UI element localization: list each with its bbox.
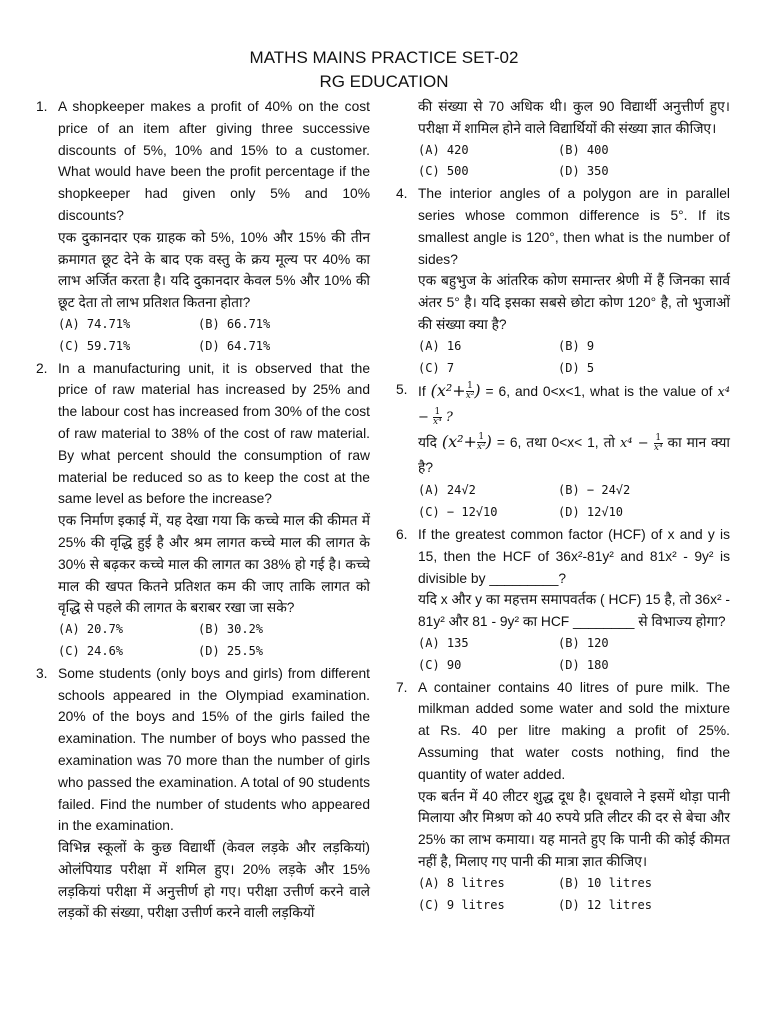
option-b: (B) 30.2% bbox=[198, 622, 264, 637]
formula-target: x⁴ − $\frac{1}{\text{x⁴}}$ ? bbox=[418, 385, 730, 428]
option-b: (B) 10 litres bbox=[558, 875, 652, 890]
option-c: (C) 59.71% bbox=[58, 338, 131, 353]
en-prefix: If bbox=[418, 384, 431, 400]
question-text-english: If the greatest common factor (HCF) of x and y is 15, then the HCF of 36x²-81y² and 81x² - 9y² is divisible by _________? bbox=[418, 526, 730, 586]
options bbox=[418, 140, 730, 184]
option-a: (A) 420 bbox=[418, 142, 469, 157]
option-a: (A) 135 bbox=[418, 635, 469, 650]
option-a: (A) 16 bbox=[418, 338, 462, 353]
option-a: (A) 8 litres bbox=[418, 875, 505, 890]
question-text-hindi bbox=[418, 430, 730, 480]
formula-target: x⁴ − $\frac{1}{\text{x⁴}}$ bbox=[619, 433, 663, 454]
option-b: (B) 66.71% bbox=[198, 316, 271, 331]
question-7 bbox=[396, 677, 730, 917]
question-text-hindi: एक बर्तन में 40 लीटर शुद्ध दूध है। दूधवाले ने इसमें थोड़ा पानी मिलाया और मिश्रण को 40 रुपये प्रति लीटर की दर से बेचा और 25% का लाभ कमाया। यह मानते हुए कि पानी की कोई कीमत नहीं है, मिलाए गए पानी की मात्रा ज्ञात कीजिए। bbox=[418, 788, 730, 869]
question-number: 6. bbox=[396, 526, 408, 542]
formula-paren-expression: (x²+ $\frac{1}{\text{x²}}$ ) bbox=[430, 381, 481, 402]
option-c: (C) − 12√10 bbox=[418, 505, 498, 520]
question-5 bbox=[396, 379, 730, 524]
question-4 bbox=[396, 183, 730, 379]
option-d: (D) 12√10 bbox=[558, 505, 624, 520]
question-text-english: A container contains 40 litres of pure milk. The milkman added some water and sold the mixture at Rs. 40 per litre making a profit of 25%. Assuming that water costs nothing, find the quantity of water added. bbox=[418, 679, 730, 782]
question-2 bbox=[36, 358, 370, 663]
option-c: (C) 90 bbox=[418, 657, 462, 672]
question-1 bbox=[36, 96, 370, 358]
question-3 bbox=[36, 663, 370, 925]
options bbox=[418, 480, 730, 524]
option-d: (D) 350 bbox=[558, 164, 609, 179]
option-b: (B) − 24√2 bbox=[558, 483, 631, 498]
hi-condition: = 6, तथा 0<x< 1, तो bbox=[491, 435, 620, 451]
right-column bbox=[396, 96, 730, 916]
option-b: (B) 120 bbox=[558, 635, 609, 650]
question-number: 4. bbox=[396, 186, 408, 202]
question-text-hindi: विभिन्न स्कूलों के कुछ विद्यार्थी (केवल लड़के और लड़कियां) ओलंपियाड परीक्षा में शमिल हुए। 20% लड़के और 15% लड़कियां परीक्षा में अनुत्तीर्ण हो गए। परीक्षा उत्तीर्ण करने वाले लड़कों की संख्या, परीक्षा उत्तीर्ण करने वाली लड़कियों bbox=[58, 840, 370, 921]
question-number: 1. bbox=[36, 99, 48, 114]
options bbox=[58, 619, 370, 663]
hi-suffix: का मान क्या है? bbox=[418, 435, 731, 476]
question-text-english bbox=[418, 379, 730, 430]
option-d: (D) 5 bbox=[558, 360, 595, 375]
question-text-hindi: एक निर्माण इकाई में, यह देखा गया कि कच्चे माल की कीमत में 25% की वृद्धि हुई है और श्रम लागत कच्चे माल की लागत के 30% से बढ़कर कच्चे माल की लागत का 38% हो गई है। कच्चे माल की खपत कितने प्रतिशत कम की जाए ताकि लागत को वृद्धि से पहले की लागत के बराबर रखा जा सके? bbox=[58, 513, 370, 616]
page-header bbox=[0, 46, 768, 94]
formula-paren-expression: (x²+ $\frac{1}{\text{x²}}$ ) bbox=[441, 432, 492, 453]
question-text-english: The interior angles of a polygon are in parallel series whose common difference is 5°. If its smallest angle is 120°, then what is the number of sides? bbox=[418, 186, 730, 267]
question-text-english: Some students (only boys and girls) from different schools appeared in the Olympiad examination. 20% of the boys and 15% of the girls failed the examination. The number of boys who passed the examination was 70 more than the number of girls who passed the examination. A total of 90 students failed. Find the number of students who appeared in the examination. bbox=[58, 665, 370, 834]
options bbox=[58, 314, 370, 358]
option-d: (D) 64.71% bbox=[198, 338, 271, 353]
option-c: (C) 24.6% bbox=[58, 643, 124, 658]
question-text-hindi-continued: की संख्या से 70 अधिक थी। कुल 90 विद्यार्थी अनुत्तीर्ण हुए। परीक्षा में शामिल होने वाले विद्यार्थियों की संख्या ज्ञात कीजिए। bbox=[418, 99, 730, 136]
option-a: (A) 24√2 bbox=[418, 483, 476, 498]
option-d: (D) 25.5% bbox=[198, 643, 264, 658]
question-text-hindi: एक बहुभुज के आंतरिक कोण समान्तर श्रेणी में हैं जिनका सार्व अंतर 5° है। यदि इसका सबसे छोटा कोण 120° है, तो भुजाओं की संख्या क्या है? bbox=[418, 273, 730, 332]
option-b: (B) 400 bbox=[558, 142, 609, 157]
question-text-hindi: एक दुकानदार एक ग्राहक को 5%, 10% और 15% की तीन क्रमागत छूट देने के बाद एक वस्तु के क्रय मूल्य पर 40% का लाभ अर्जित करता है। यदि दुकानदार केवल 5% और 10% की छूट देता तो लाभ प्रतिशत कितना होता? bbox=[58, 229, 370, 311]
option-a: (A) 20.7% bbox=[58, 622, 124, 637]
option-a: (A) 74.71% bbox=[58, 316, 131, 331]
option-c: (C) 500 bbox=[418, 164, 469, 179]
question-number: 5. bbox=[396, 382, 408, 398]
question-number: 3. bbox=[36, 665, 48, 681]
question-6 bbox=[396, 524, 730, 677]
page-title: MATHS MAINS PRACTICE SET-02 bbox=[249, 48, 519, 67]
question-3-continued bbox=[396, 96, 730, 183]
option-d: (D) 180 bbox=[558, 657, 609, 672]
page-subtitle: RG EDUCATION bbox=[319, 72, 449, 91]
options bbox=[418, 873, 730, 917]
options bbox=[418, 336, 730, 380]
left-column bbox=[36, 96, 370, 924]
question-text-english: A shopkeeper makes a profit of 40% on the cost price of an item after giving three successive discounts of 5%, 10% and 15% to a customer. What would have been the profit percentage if the shopkeeper had given only 5% and 10% discounts? bbox=[58, 99, 370, 223]
hi-prefix: यदि bbox=[418, 435, 442, 451]
question-number: 2. bbox=[36, 360, 48, 376]
option-d: (D) 12 litres bbox=[558, 897, 652, 912]
option-b: (B) 9 bbox=[558, 338, 595, 353]
question-number: 7. bbox=[396, 679, 408, 695]
question-text-hindi: यदि x और y का महत्तम समापवर्तक ( HCF) 15 है, तो 36x² - 81y² और 81 - 9y² का HCF ________ से विभाज्य होगा? bbox=[418, 592, 730, 630]
options bbox=[418, 633, 730, 677]
question-text-english: In a manufacturing unit, it is observed that the price of raw material has increased by 25% and the labour cost has increased from 30% of the cost of raw material to 38% of the cost of raw material. By what percent should the consumption of raw material be reduced so as to keep the cost at the same level as before the increase? bbox=[58, 360, 370, 507]
option-c: (C) 7 bbox=[418, 360, 455, 375]
en-condition: = 6, and 0<x<1, what is the value of bbox=[480, 384, 718, 400]
option-c: (C) 9 litres bbox=[418, 897, 505, 912]
